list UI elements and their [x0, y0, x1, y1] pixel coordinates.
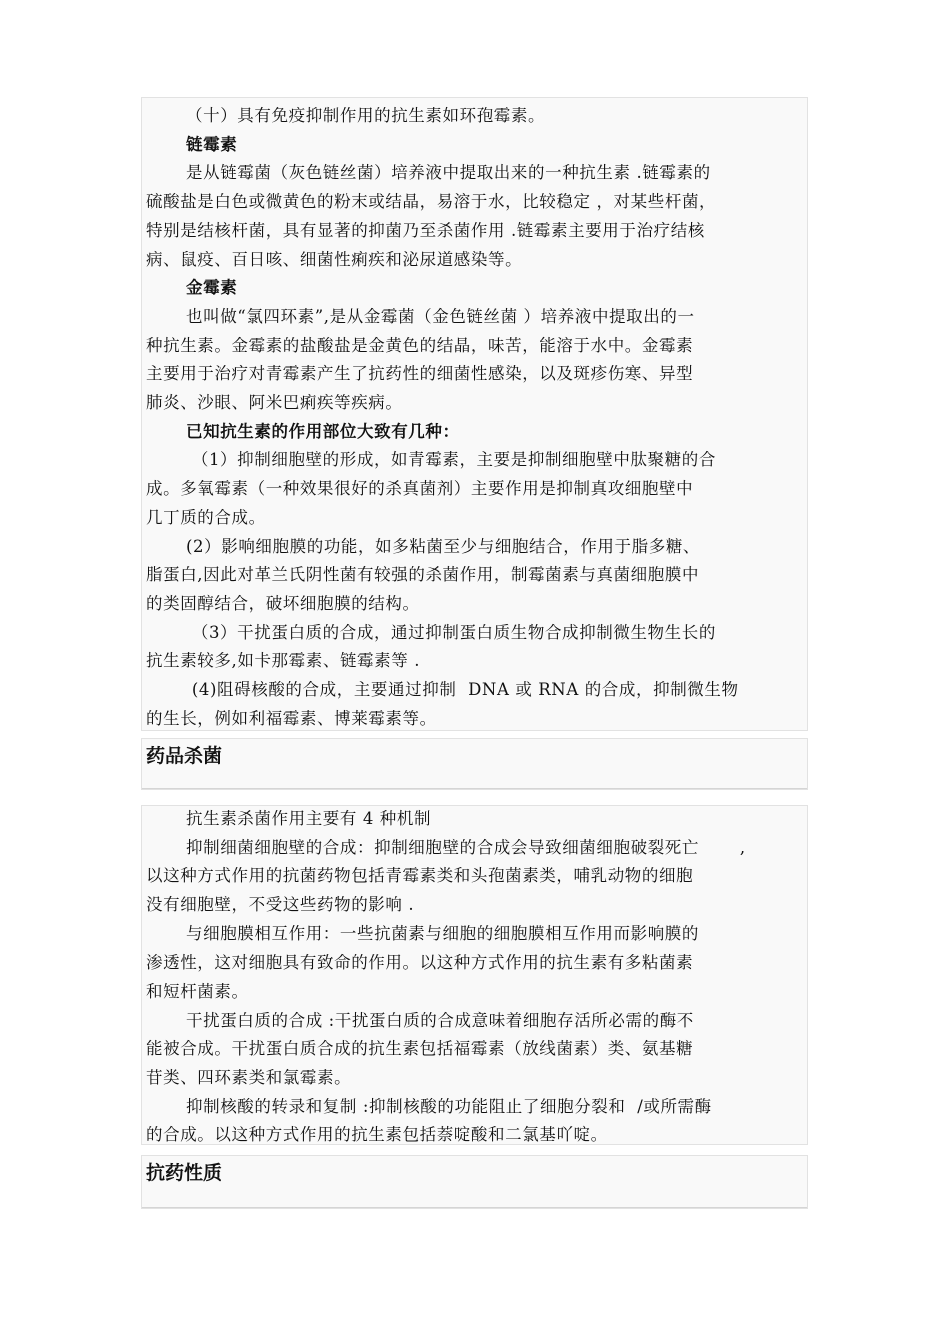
- text-line: 能被合成。干扰蛋白质合成的抗生素包括福霉素（放线菌素）类、氨基糖: [146, 1039, 694, 1058]
- text-line: 抑制细菌细胞壁的合成：抑制细胞壁的合成会导致细菌细胞破裂死亡 ,: [186, 838, 746, 857]
- divider: [142, 788, 807, 789]
- text-line: 成。多氧霉素（一种效果很好的杀真菌剂）主要作用是抑制真攻细胞壁中: [146, 479, 694, 498]
- antibiotics-text-block: [141, 97, 808, 731]
- section-title: 抗药性质: [146, 1162, 223, 1184]
- text-line: 种抗生素。金霉素的盐酸盐是金黄色的结晶，味苦，能溶于水中。金霉素: [146, 336, 694, 355]
- subheading-aureomycin: 金霉素: [186, 278, 238, 297]
- text-line: 干扰蛋白质的合成 :干扰蛋白质的合成意味着细胞存活所必需的酶不: [186, 1011, 694, 1030]
- text-line: 和短杆菌素。: [146, 982, 249, 1001]
- text-line: 特别是结核杆菌，具有显著的抑菌乃至杀菌作用 .链霉素主要用于治疗结核: [146, 221, 705, 240]
- text-line: (2）影响细胞膜的功能，如多粘菌至少与细胞结合，作用于脂多糖、: [186, 537, 701, 556]
- mechanisms-text-block: [141, 805, 808, 1145]
- text-line: 苷类、四环素类和氯霉素。: [146, 1068, 352, 1087]
- section-title: 药品杀菌: [146, 745, 223, 767]
- text-line: 几丁质的合成。: [146, 508, 266, 527]
- text-line: 渗透性，这对细胞具有致命的作用。以这种方式作用的抗生素有多粘菌素: [146, 953, 694, 972]
- text-line: 抑制核酸的转录和复制 :抑制核酸的功能阻止了细胞分裂和 /或所需酶: [186, 1097, 712, 1116]
- text-line: 主要用于治疗对青霉素产生了抗药性的细菌性感染，以及斑疹伤寒、异型: [146, 364, 694, 383]
- text-line: (4)阻碍核酸的合成，主要通过抑制 DNA 或 RNA 的合成，抑制微生物: [186, 680, 739, 699]
- text-line: 以这种方式作用的抗菌药物包括青霉素类和头孢菌素类，哺乳动物的细胞: [146, 866, 694, 885]
- text-line: 的合成。以这种方式作用的抗生素包括萘啶酸和二氯基吖啶。: [146, 1125, 608, 1144]
- text-line: 没有细胞壁，不受这些药物的影响 .: [146, 895, 415, 914]
- text-line: 抗生素杀菌作用主要有 4 种机制: [186, 809, 432, 828]
- text-line: 抗生素较多,如卡那霉素、链霉素等 .: [146, 651, 421, 670]
- text-line: 的生长，例如利福霉素、博莱霉素等。: [146, 709, 437, 728]
- text-line: 与细胞膜相互作用：一些抗菌素与细胞的细胞膜相互作用而影响膜的: [186, 924, 699, 943]
- text-line: 硫酸盐是白色或微黄色的粉末或结晶，易溶于水，比较稳定 ，对某些杆菌，: [146, 192, 717, 211]
- text-line: （十）具有免疫抑制作用的抗生素如环孢霉素。: [186, 106, 546, 125]
- text-line: 脂蛋白,因此对革兰氏阴性菌有较强的杀菌作用，制霉菌素与真菌细胞膜中: [146, 565, 700, 584]
- section-header-drug-resistance: [141, 1155, 808, 1209]
- text-line: 是从链霉菌（灰色链丝菌）培养液中提取出来的一种抗生素 .链霉素的: [186, 163, 711, 182]
- text-line: 也叫做“氯四环素”,是从金霉菌（金色链丝菌 ）培养液中提取出的一: [186, 307, 695, 326]
- text-line: 的类固醇结合，破坏细胞膜的结构。: [146, 594, 420, 613]
- text-line: （1）抑制细胞壁的形成，如青霉素，主要是抑制细胞壁中肽聚糖的合: [186, 450, 716, 469]
- divider: [142, 1207, 807, 1208]
- text-line: （3）干扰蛋白质的合成，通过抑制蛋白质生物合成抑制微生物生长的: [186, 623, 716, 642]
- text-line: 病、鼠疫、百日咳、细菌性痢疾和泌尿道感染等。: [146, 250, 523, 269]
- section-header-drug-sterilization: [141, 738, 808, 790]
- subheading-streptomycin: 链霉素: [186, 135, 238, 154]
- subheading-action-sites: 已知抗生素的作用部位大致有几种：: [186, 422, 460, 441]
- text-line: 肺炎、沙眼、阿米巴痢疾等疾病。: [146, 393, 403, 412]
